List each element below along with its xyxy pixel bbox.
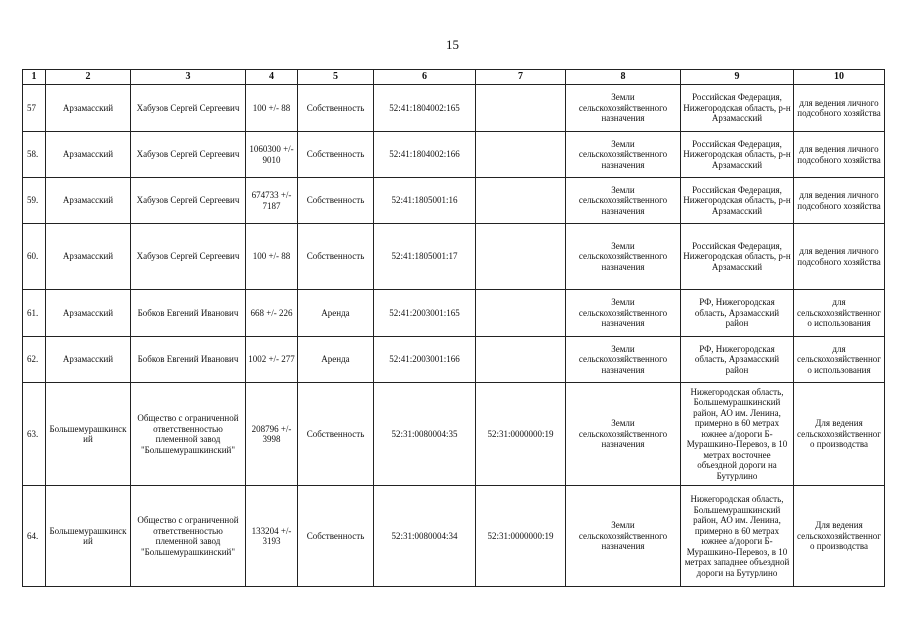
table-cell: Российская Федерация, Нижегородская область, р-н Арзамасский [681, 85, 794, 132]
table-cell: 668 +/- 226 [246, 290, 298, 337]
table-cell: Собственность [298, 486, 374, 587]
table-cell: 133204 +/- 3193 [246, 486, 298, 587]
table-cell: 1060300 +/- 9010 [246, 132, 298, 178]
table-cell: 674733 +/- 7187 [246, 178, 298, 224]
table-cell: Общество с ограниченной ответственностью племенной завод "Большемурашкинский" [131, 486, 246, 587]
table-cell: Арзамасский [46, 85, 131, 132]
table-cell: 52:41:1804002:165 [374, 85, 476, 132]
table-cell: 63. [23, 383, 46, 486]
table-cell: Общество с ограниченной ответственностью племенной завод "Большемурашкинский" [131, 383, 246, 486]
table-cell: Российская Федерация, Нижегородская область, р-н Арзамасский [681, 224, 794, 290]
table-cell: Земли сельскохозяйственного назначения [566, 224, 681, 290]
table-cell: 52:31:0080004:34 [374, 486, 476, 587]
table-cell: Собственность [298, 85, 374, 132]
table-cell: РФ, Нижегородская область, Арзамасский район [681, 290, 794, 337]
table-cell: 52:31:0000000:19 [476, 486, 566, 587]
table-row [23, 85, 885, 132]
land-registry-table [22, 69, 885, 587]
column-header: 7 [476, 70, 566, 85]
table-cell: для ведения личного подсобного хозяйства [794, 132, 885, 178]
table-cell: Хабузов Сергей Сергеевич [131, 224, 246, 290]
table-cell: 57 [23, 85, 46, 132]
table-cell: 62. [23, 337, 46, 383]
table-cell: для сельскохозяйственного использования [794, 337, 885, 383]
column-header: 5 [298, 70, 374, 85]
table-cell [476, 132, 566, 178]
table-cell: Бобков Евгений Иванович [131, 290, 246, 337]
table-cell: Земли сельскохозяйственного назначения [566, 486, 681, 587]
header-row [23, 70, 885, 85]
table-cell: Земли сельскохозяйственного назначения [566, 383, 681, 486]
column-header: 8 [566, 70, 681, 85]
table-cell: Арзамасский [46, 132, 131, 178]
page-number: 15 [446, 37, 459, 52]
table-cell: для ведения личного подсобного хозяйства [794, 224, 885, 290]
table-cell: для ведения личного подсобного хозяйства [794, 85, 885, 132]
table-cell: Хабузов Сергей Сергеевич [131, 132, 246, 178]
table-cell: Арзамасский [46, 178, 131, 224]
table-row [23, 132, 885, 178]
table-cell: РФ, Нижегородская область, Арзамасский район [681, 337, 794, 383]
table-cell [476, 337, 566, 383]
table-cell: Российская Федерация, Нижегородская область, р-н Арзамасский [681, 178, 794, 224]
column-header: 4 [246, 70, 298, 85]
column-header: 3 [131, 70, 246, 85]
table-cell: 208796 +/- 3998 [246, 383, 298, 486]
table-row [23, 290, 885, 337]
table-cell: Арзамасский [46, 337, 131, 383]
table-cell: Арзамасский [46, 290, 131, 337]
table-cell: 100 +/- 88 [246, 224, 298, 290]
column-header: 9 [681, 70, 794, 85]
column-header: 1 [23, 70, 46, 85]
table-row [23, 486, 885, 587]
table-cell: для сельскохозяйственного использования [794, 290, 885, 337]
table-cell: 1002 +/- 277 [246, 337, 298, 383]
table-cell: 58. [23, 132, 46, 178]
table-cell: Собственность [298, 383, 374, 486]
column-header: 2 [46, 70, 131, 85]
table-cell: Российская Федерация, Нижегородская область, р-н Арзамасский [681, 132, 794, 178]
table-cell: Для ведения сельскохозяйственного производства [794, 383, 885, 486]
table-cell: для ведения личного подсобного хозяйства [794, 178, 885, 224]
table-cell: 59. [23, 178, 46, 224]
table-cell: Нижегородская область, Большемурашкинский район, АО им. Ленина, примерно в 60 метрах южнее а/дороги Б-Мурашкино-Перевоз, в 10 метрах западнее объездной дороги на Бутурлино [681, 486, 794, 587]
table-cell: Хабузов Сергей Сергеевич [131, 85, 246, 132]
table-cell: Земли сельскохозяйственного назначения [566, 85, 681, 132]
table-cell: Собственность [298, 178, 374, 224]
table-cell [476, 224, 566, 290]
table-cell: Аренда [298, 290, 374, 337]
table-row [23, 178, 885, 224]
table-cell: 60. [23, 224, 46, 290]
table-cell: Большемурашкинский [46, 486, 131, 587]
table-cell: Бобков Евгений Иванович [131, 337, 246, 383]
table-cell: Собственность [298, 132, 374, 178]
table-cell: Нижегородская область, Большемурашкинский район, АО им. Ленина, примерно в 60 метрах южнее а/дороги Б-Мурашкино-Перевоз, в 10 метрах восточнее объездной дороги на Бутурлино [681, 383, 794, 486]
table-row [23, 383, 885, 486]
table-cell: Для ведения сельскохозяйственного производства [794, 486, 885, 587]
table-cell [476, 290, 566, 337]
table-row [23, 224, 885, 290]
table-cell: 52:41:1805001:17 [374, 224, 476, 290]
table-cell: 61. [23, 290, 46, 337]
table-row [23, 337, 885, 383]
table-cell: 52:41:1805001:16 [374, 178, 476, 224]
table-cell [476, 85, 566, 132]
table-cell: Собственность [298, 224, 374, 290]
table-cell: 52:41:2003001:165 [374, 290, 476, 337]
table-cell: Земли сельскохозяйственного назначения [566, 337, 681, 383]
table-cell [476, 178, 566, 224]
table-cell: Земли сельскохозяйственного назначения [566, 290, 681, 337]
table-cell: 100 +/- 88 [246, 85, 298, 132]
table-cell: Аренда [298, 337, 374, 383]
table-cell: 52:31:0000000:19 [476, 383, 566, 486]
column-header: 6 [374, 70, 476, 85]
table-cell: 52:31:0080004:35 [374, 383, 476, 486]
table-cell: Хабузов Сергей Сергеевич [131, 178, 246, 224]
table-cell: Земли сельскохозяйственного назначения [566, 132, 681, 178]
table-cell: 64. [23, 486, 46, 587]
table-cell: Большемурашкинский [46, 383, 131, 486]
table-cell: 52:41:1804002:166 [374, 132, 476, 178]
column-header: 10 [794, 70, 885, 85]
table-cell: Земли сельскохозяйственного назначения [566, 178, 681, 224]
table-cell: 52:41:2003001:166 [374, 337, 476, 383]
table-cell: Арзамасский [46, 224, 131, 290]
